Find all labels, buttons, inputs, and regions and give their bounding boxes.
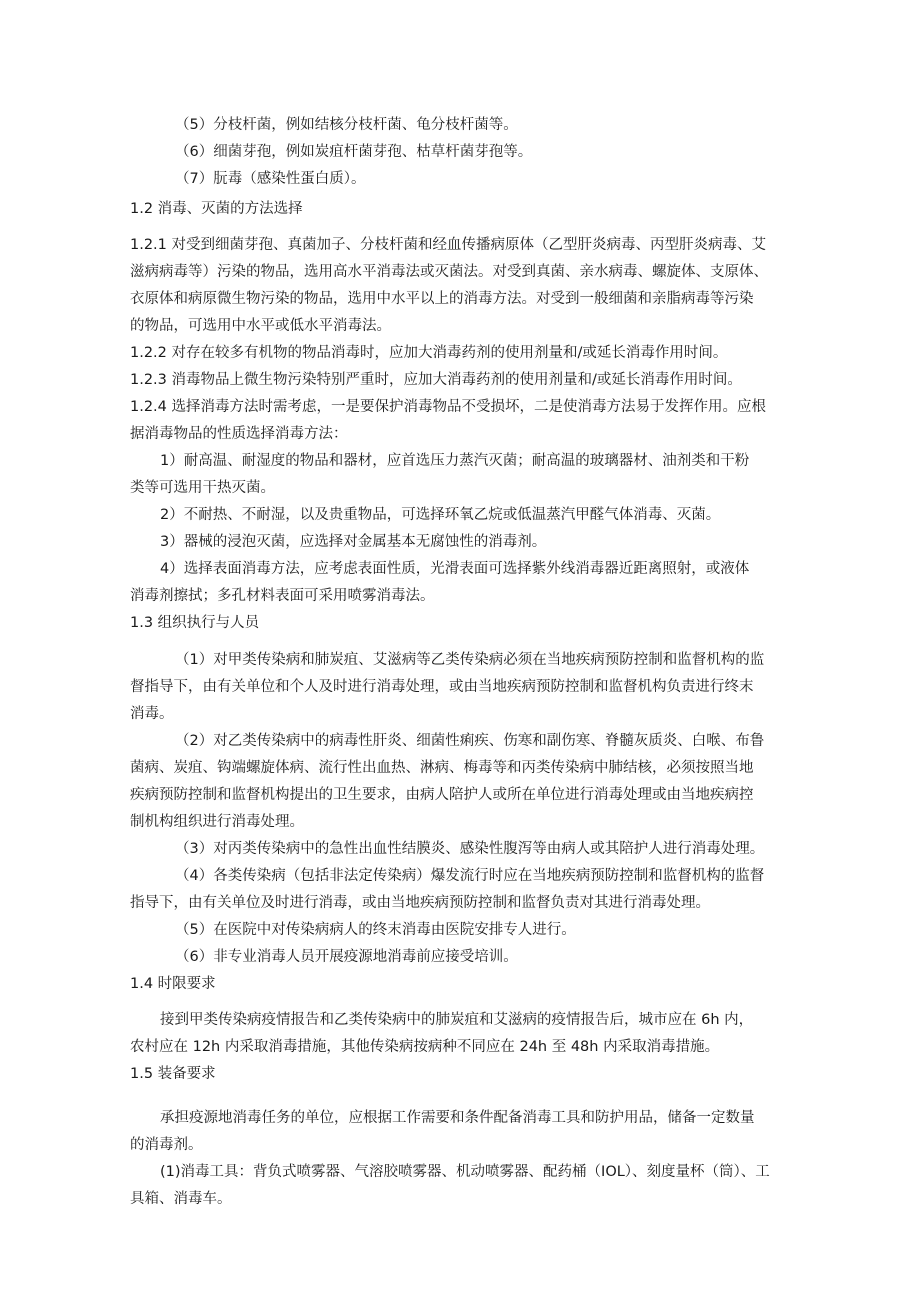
paragraph-line: 1.2.4 选择消毒方法时需考虑，一是要保护消毒物品不受损坏，二是使消毒方法易于发挥作用。应根 xyxy=(130,399,766,415)
section-heading: 1.5 装备要求 xyxy=(130,1066,216,1082)
list-item: 督指导下，由有关单位和个人及时进行消毒处理，或由当地疾病预防控制和监督机构负责进行终末 xyxy=(130,679,754,695)
list-item: （6）非专业消毒人员开展疫源地消毒前应接受培训。 xyxy=(175,949,518,965)
list-item: （5）分枝杆菌，例如结核分枝杆菌、龟分枝杆菌等。 xyxy=(175,117,518,133)
list-item: 类等可选用干热灭菌。 xyxy=(130,480,275,496)
paragraph-line: 的物品，可选用中水平或低水平消毒法。 xyxy=(130,318,391,334)
section-heading: 1.4 时限要求 xyxy=(130,976,216,992)
paragraph-line: 1.2.2 对存在较多有机物的物品消毒时，应加大消毒药剂的使用剂量和/或延长消毒作用时间。 xyxy=(130,345,728,361)
list-item: （6）细菌芽孢，例如炭疽杆菌芽孢、枯草杆菌芽孢等。 xyxy=(175,144,533,160)
list-item: （7）朊毒（感染性蛋白质）。 xyxy=(175,171,366,187)
paragraph-line: 1.2.3 消毒物品上微生物污染特别严重时，应加大消毒药剂的使用剂量和/或延长消毒作用时间。 xyxy=(130,372,742,388)
paragraph-line: 据消毒物品的性质选择消毒方法： xyxy=(130,426,348,442)
list-item: 菌病、炭疽、钩端螺旋体病、流行性出血热、淋病、梅毒等和丙类传染病中肺结核，必须按照当地 xyxy=(130,760,754,776)
list-item: （2）对乙类传染病中的病毒性肝炎、细菌性痢疾、伤寒和副伤寒、脊髓灰质炎、白喉、布鲁 xyxy=(175,733,765,749)
section-heading: 1.3 组织执行与人员 xyxy=(130,615,260,631)
list-item: (1)消毒工具：背负式喷雾器、气溶胶喷雾器、机动喷雾器、配药桶（IOL）、刻度量杯（筒）、工 xyxy=(160,1164,770,1180)
list-item: 3）器械的浸泡灭菌，应选择对金属基本无腐蚀性的消毒剂。 xyxy=(160,534,547,550)
list-item: 消毒剂擦拭；多孔材料表面可采用喷雾消毒法。 xyxy=(130,588,435,604)
list-item: （4）各类传染病（包括非法定传染病）爆发流行时应在当地疾病预防控制和监督机构的监督 xyxy=(175,868,765,884)
paragraph-line: 接到甲类传染病疫情报告和乙类传染病中的肺炭疽和艾滋病的疫情报告后，城市应在 6h 内， xyxy=(160,1012,754,1028)
list-item: （3）对丙类传染病中的急性出血性结膜炎、感染性腹泻等由病人或其陪护人进行消毒处理。 xyxy=(175,841,765,857)
list-item: （1）对甲类传染病和肺炭疽、艾滋病等乙类传染病必须在当地疾病预防控制和监督机构的监 xyxy=(175,652,765,668)
paragraph-line: 农村应在 12h 内采取消毒措施，其他传染病按病种不同应在 24h 至 48h 内采取消毒措施。 xyxy=(130,1039,720,1055)
list-item: 消毒。 xyxy=(130,706,174,722)
list-item: 指导下，由有关单位及时进行消毒，或由当地疾病预防控制和监督负责对其进行消毒处理。 xyxy=(130,895,710,911)
paragraph-line: 的消毒剂。 xyxy=(130,1137,203,1153)
section-heading: 1.2 消毒、灭菌的方法选择 xyxy=(130,201,303,217)
list-item: 4）选择表面消毒方法，应考虑表面性质，光滑表面可选择紫外线消毒器近距离照射，或液体 xyxy=(160,561,750,577)
list-item: 具箱、消毒车。 xyxy=(130,1191,232,1207)
paragraph-line: 承担疫源地消毒任务的单位，应根据工作需要和条件配备消毒工具和防护用品，储备一定数量 xyxy=(160,1110,755,1126)
list-item: 制机构组织进行消毒处理。 xyxy=(130,814,304,830)
list-item: 疾病预防控制和监督机构提出的卫生要求，由病人陪护人或所在单位进行消毒处理或由当地疾病控 xyxy=(130,787,754,803)
list-item: 2）不耐热、不耐湿，以及贵重物品，可选择环氧乙烷或低温蒸汽甲醛气体消毒、灭菌。 xyxy=(160,507,721,523)
list-item: 1）耐高温、耐湿度的物品和器材，应首选压力蒸汽灭菌；耐高温的玻璃器材、油剂类和干粉 xyxy=(160,453,750,469)
list-item: （5）在医院中对传染病病人的终末消毒由医院安排专人进行。 xyxy=(175,922,576,938)
paragraph-line: 滋病病毒等）污染的物品，选用高水平消毒法或灭菌法。对受到真菌、亲水病毒、螺旋体、支原体、 xyxy=(130,264,768,280)
paragraph-line: 衣原体和病原微生物污染的物品，选用中水平以上的消毒方法。对受到一般细菌和亲脂病毒等污染 xyxy=(130,291,754,307)
paragraph-line: 1.2.1 对受到细菌芽孢、真菌加子、分枝杆菌和经血传播病原体（乙型肝炎病毒、丙型肝炎病毒、艾 xyxy=(130,237,766,253)
